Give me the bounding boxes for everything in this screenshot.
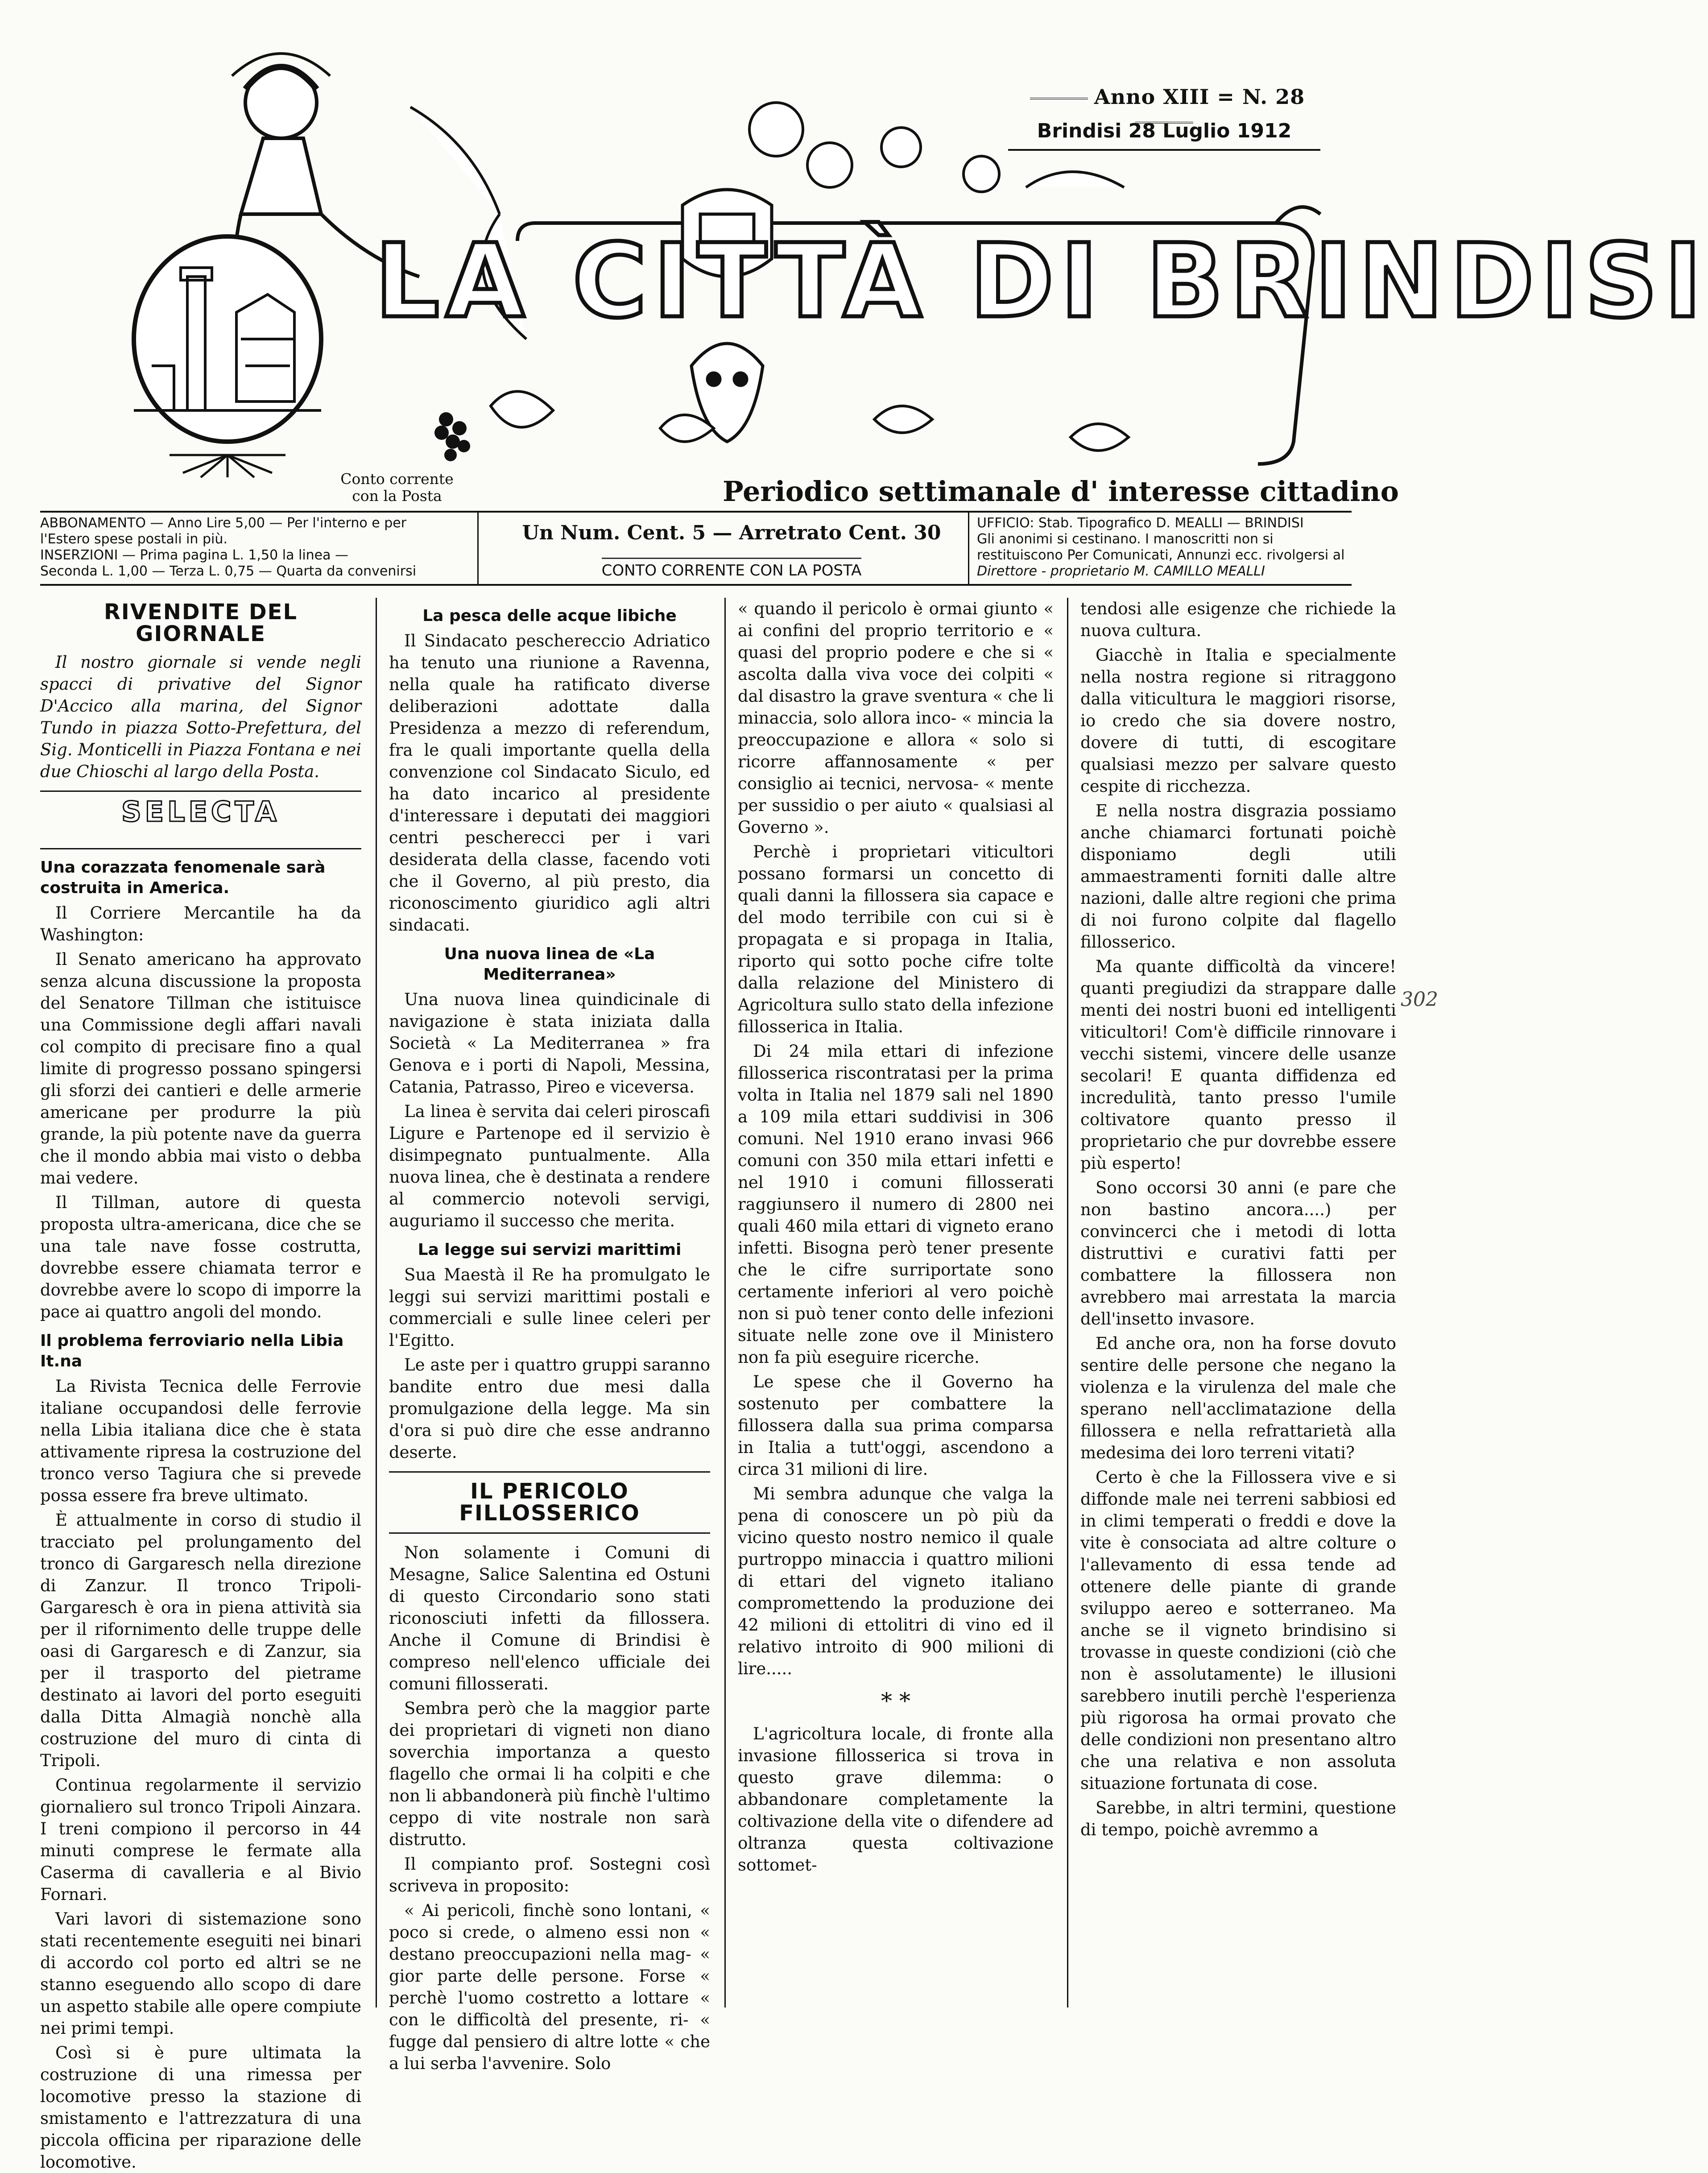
column-3	[738, 598, 1054, 2070]
issue-date: Brindisi 28 Luglio 1912	[1008, 120, 1320, 151]
newspaper-title: LA CITTÀ DI BRINDISI	[375, 222, 1708, 340]
paragraph: Giacchè in Italia e specialmente nella nostra regione si ritraggono dalla viticultura le maggiori risorse, io credo che sia dovere nostro, dovere di tutti, di escogitare qualsiasi mezzo per salvare questo cespite di ricchezza.	[1080, 646, 1396, 796]
paragraph: E nella nostra disgrazia possiamo anche chiamarci fortunati poichè disponiamo degli utili ammaestramenti forniti dalle altre nazioni, dalle altre regioni che prima di noi furono colpite dal flagello fillosserico.	[1080, 801, 1396, 952]
article-heading: Una nuova linea de «La Mediterranea»	[444, 945, 655, 984]
paragraph: Continua regolarmente il servizio giornaliero sul tronco Tripoli Ainzara. I treni compiono il percorso in 44 minuti comprese le fermate alla Caserma di cavalleria e al Bivio Fornari.	[40, 1776, 361, 1904]
newspaper-subtitle: Periodico settimanale d' interesse cittadino	[723, 475, 1399, 508]
pericolo-heading: IL PERICOLO FILLOSSERICO	[459, 1479, 640, 1526]
divider	[40, 791, 361, 792]
office-line: Gli anonimi si cestinano. I manoscritti non si restituiscono Per Comunicati, Annunzi ecc. rivolgersi al	[977, 531, 1345, 563]
column-4	[1080, 598, 1396, 2070]
office-line: UFFICIO: Stab. Tipografico D. MEALLI — BRINDISI	[977, 515, 1304, 531]
rate-line: ABBONAMENTO — Anno Lire 5,00 — Per l'interno e per l'Estero spese postali in più.	[40, 515, 407, 547]
paragraph: Certo è che la Fillossera vive e si diffonde male nei terreni sabbiosi ed in climi temperati o freddi e dove la vite è consociata ad altre colture o l'allevamento di essa tende ad ottenere delle piante di grande sviluppo aereo e sotterraneo. Ma anche se il vigneto brindisino si trovasse in queste condizioni (ciò che non è assolutamente) le illusioni sarebbero inutili perchè l'esperienza più rigorosa ha ormai provato che delle condizioni non presentano altro che una relativa e non assoluta situazione fortunata di cose.	[1080, 1468, 1396, 1793]
article-heading: Il problema ferroviario nella Libia It.na	[40, 1332, 344, 1370]
divider	[40, 848, 361, 849]
subscription-info-band	[40, 511, 1352, 586]
paragraph: tendosi alle esigenze che richiede la nuova cultura.	[1080, 599, 1396, 640]
column-1	[40, 598, 361, 2172]
paragraph: Il compianto prof. Sostegni così scriveva in proposito:	[389, 1854, 710, 1896]
paragraph: Vari lavori di sistemazione sono stati recentemente eseguiti nei binari di accordo col porto ed altri se ne stanno eseguendo allo scopo di dare un aspetto stabile alle opere compiute nei primi tempi.	[40, 1909, 361, 2038]
quotation: « quando il pericolo è ormai giunto « ai confini del proprio territorio e « quasi del proprio podere e che si « ascolta dalla viva voce dei colpiti « dal disastro la grave sventura « che li minaccia, solo allora inco- « mincia la preoccupazione e allora « solo si ricorre affannosamente « per consiglio ai tecnici, nervosa- « mente per sussidio o per aiuto « qualsiasi al Governo ».	[738, 599, 1054, 837]
rate-line: INSERZIONI — Prima pagina L. 1,50 la linea —	[40, 547, 349, 563]
paragraph: Il Senato americano ha approvato senza alcuna discussione la proposta del Senatore Tillman che istituisce una Commissione degli affari navali col compito di precisare fino a qual limite di progresso possano spingersi gli sforzi dei cantieri e delle armerie americane per produrre la più grande, la più potente nave da guerra che il mondo abbia mai visto o debba mai vedere.	[40, 950, 361, 1188]
paragraph: Sarebbe, in altri termini, questione di tempo, poichè avremmo a	[1080, 1798, 1396, 1839]
divider	[389, 1471, 710, 1473]
conto-corrente-posta: CONTO CORRENTE CON LA POSTA	[602, 558, 862, 579]
rate-line: Seconda L. 1,00 — Terza L. 0,75 — Quarta da convenirsi	[40, 563, 417, 579]
paragraph: Ma quante difficoltà da vincere! quanti pregiudizi da strappare dalle menti dei nostri buoni ed intelligenti viticultori! Com'è difficile rinnovare i vecchi sistemi, vincere delle usanze secolari! E quanta diffidenza ed incredulità, tanto presso l'umile coltivatore quanto presso il proprietario che pur dovrebbe essere più esperto!	[1080, 957, 1396, 1173]
office-info	[977, 515, 1352, 582]
paragraph: L'agricoltura locale, di fronte alla invasione fillosserica si trova in questo grave dilemma: o abbandonare completamente la coltivazione della vite o difendere ad oltranza questa coltivazione sottomet-	[738, 1724, 1054, 1875]
article-heading: La legge sui servizi marittimi	[418, 1241, 682, 1259]
paragraph: La Rivista Tecnica delle Ferrovie italiane occupandosi delle ferrovie nella Libia italiana dice che è stata attivamente ripresa la costruzione del tronco verso Tagiura che si prevede possa essere fra breve ultimato.	[40, 1377, 361, 1505]
paragraph: Sembra però che la maggior parte dei proprietari di vigneti non diano soverchia importanza a questo flagello che ormai li ha colpiti e che non li abbandonerà più finchè l'ultimo ceppo di vite nostrale non sarà distrutto.	[389, 1699, 710, 1849]
paragraph: Il Tillman, autore di questa proposta ultra-americana, dice che se una tale nave fosse costrutta, dovrebbe essere chiamata terror e dovrebbe avere lo scopo di imporre la pace ai quattro angoli del mondo.	[40, 1193, 361, 1321]
paragraph: Sua Maestà il Re ha promulgato le leggi sui servizi marittimi postali e commerciali e sulle linee celeri per l'Egitto.	[389, 1265, 710, 1350]
paragraph: Sono occorsi 30 anni (e pare che non bastino ancora....) per convincerci che i metodi di lotta distruttivi e curativi fatti per combattere la fillossera non avrebbero mai arrestata la marcia dell'insetto invasore.	[1080, 1178, 1396, 1329]
paragraph: Di 24 mila ettari di infezione fillosserica riscontratasi per la prima volta in Italia nel 1879 sali nel 1890 a 109 mila ettari suddivisi in 306 comuni. Nel 1910 erano invasi 966 comuni con 350 mila ettari infetti e nel 1910 i comuni fillosserati raggiunsero il numero di 2800 nei quali 460 mila ettari di vigneto erano infetti. Bisogna però tener presente che le cifre surriportate sono certamente inferiori al vero poichè non si può tener conto delle infezioni situate nelle zone ove il Ministero non fa più eseguire ricerche.	[738, 1042, 1054, 1367]
issue-price: Un Num. Cent. 5 — Arretrato Cent. 30	[522, 522, 941, 544]
paragraph: È attualmente in corso di studio il tracciato pel prolungamento del tronco di Gargaresch nella direzione di Zanzur. Il tronco Tripoli-Gargaresch è ora in piena attività sia per il rifornimento delle truppe delle oasi di Gargaresch e di Zanzur, sia per il trasporto del pietrame destinato ai lavori del porto eseguiti dalla Ditta Almagià nonchè alla costruzione del muro di cinta di Tripoli.	[40, 1511, 361, 1770]
conto-corrente-note: Conto corrente con la Posta	[340, 470, 454, 505]
paragraph: Perchè i proprietari viticultori possano formarsi un concetto di quali danni la fillossera sia capace e del modo terribile con cui si è propagata e si propaga in Italia, riporto qui sotto poche cifre tolte dalla relazione del Ministero di Agricoltura sullo stato della infezione fillosserica in Italia.	[738, 842, 1054, 1036]
paragraph: Le aste per i quattro gruppi saranno bandite entro due mesi dalla promulgazione della legge. Ma sin d'ora si può dire che esse andranno deserte.	[389, 1355, 710, 1462]
article-heading: Una corazzata fenomenale sarà costruita in America.	[40, 858, 326, 897]
paragraph: Ed anche ora, non ha forse dovuto sentire delle persone che negano la violenza e la virulenza del male che sperano nell'acclimatazione della fillossera e nella refrattarietà alla medesima dei loro terreni vitati?	[1080, 1334, 1396, 1462]
quotation: « Ai pericoli, finchè sono lontani, « poco si crede, o almeno essi non « destano preoccupazioni nella mag- « gior parte delle persone. Forse « perchè l'uomo costretto a lottare « con le difficoltà del presente, ri- « fugge dal pensiero di altre lotte « che a lui serba l'avvenire. Solo	[389, 1901, 710, 2073]
article-heading: La pesca delle acque libiche	[422, 607, 677, 625]
subscription-rates	[40, 515, 451, 582]
divider	[389, 1532, 710, 1534]
paragraph: Il Corriere Mercantile ha da Washington:	[40, 903, 361, 944]
column-2	[389, 598, 710, 2073]
rivendite-heading: RIVENDITE DEL GIORNALE	[103, 600, 298, 646]
paragraph: Le spese che il Governo ha sostenuto per combattere la fillossera dalla sua prima comparsa in Italia a tutt'oggi, ascendono a circa 31 milioni di lire.	[738, 1372, 1054, 1479]
paragraph: Non solamente i Comuni di Mesagne, Salice Salentina ed Ostuni di questo Circondario sono stati riconosciuti infetti da fillossera. Anche il Comune di Brindisi è compreso nell'elenco ufficiale dei comuni fillosserati.	[389, 1543, 710, 1693]
price-box	[509, 522, 955, 579]
issue-number: Anno XIII = N. 28	[1008, 85, 1320, 112]
selecta-heading: SELECTA	[121, 795, 280, 828]
section-stars: * *	[881, 1688, 910, 1714]
paragraph: Una nuova linea quindicinale di navigazione è stata iniziata dalla Società « La Mediterranea » fra Genova e i porti di Napoli, Messina, Catania, Patrasso, Pireo e viceversa.	[389, 990, 710, 1097]
paragraph: Il Sindacato peschereccio Adriatico ha tenuto una riunione a Ravenna, nella quale ha ratificato diverse deliberazioni adottate dalla Presidenza a mezzo di referendum, fra le quali importante quella della convenzione col Sindacato Siculo, ed ha dato incarico al presidente d'interessare i deputati dei maggiori centri pescherecci per i vari desiderata della classe, facendo voti che il Governo, al più presto, dia riconoscimento giuridico agli altri sindacati.	[389, 631, 710, 935]
masthead	[0, 0, 1708, 509]
director-line: Direttore - proprietario M. CAMILLO MEALLI	[977, 563, 1265, 579]
paragraph: La linea è servita dai celeri piroscafi Ligure e Partenope ed il servizio è disimpegnato puntualmente. Alla nuova linea, che è destinata a rendere al commercio notevoli servigi, auguriamo il successo che merita.	[389, 1102, 710, 1230]
paragraph: Mi sembra adunque che valga la pena di conoscere un pò più da vicino questo nostro nemico il quale purtroppo minaccia i quattro milioni di ettari del vigneto italiano compromettendo la produzione dei 42 milioni di ettolitri di vino ed il relativo introito di 900 milioni di lire.....	[738, 1484, 1054, 1678]
rivendite-text: Il nostro giornale si vende negli spacci di privative del Signor D'Accico alla marina, del Signor Tundo in piazza Sotto-Prefettura, del Sig. Monticelli in Piazza Fontana e nei due Chioschi al largo della Posta.	[40, 653, 361, 781]
paragraph: Così si è pure ultimata la costruzione di una rimessa per locomotive presso la stazione di smistamento e l'attrezzatura di una piccola officina per riparazione delle locomotive.	[40, 2043, 361, 2172]
handwritten-page-number: 302	[1401, 988, 1438, 1011]
